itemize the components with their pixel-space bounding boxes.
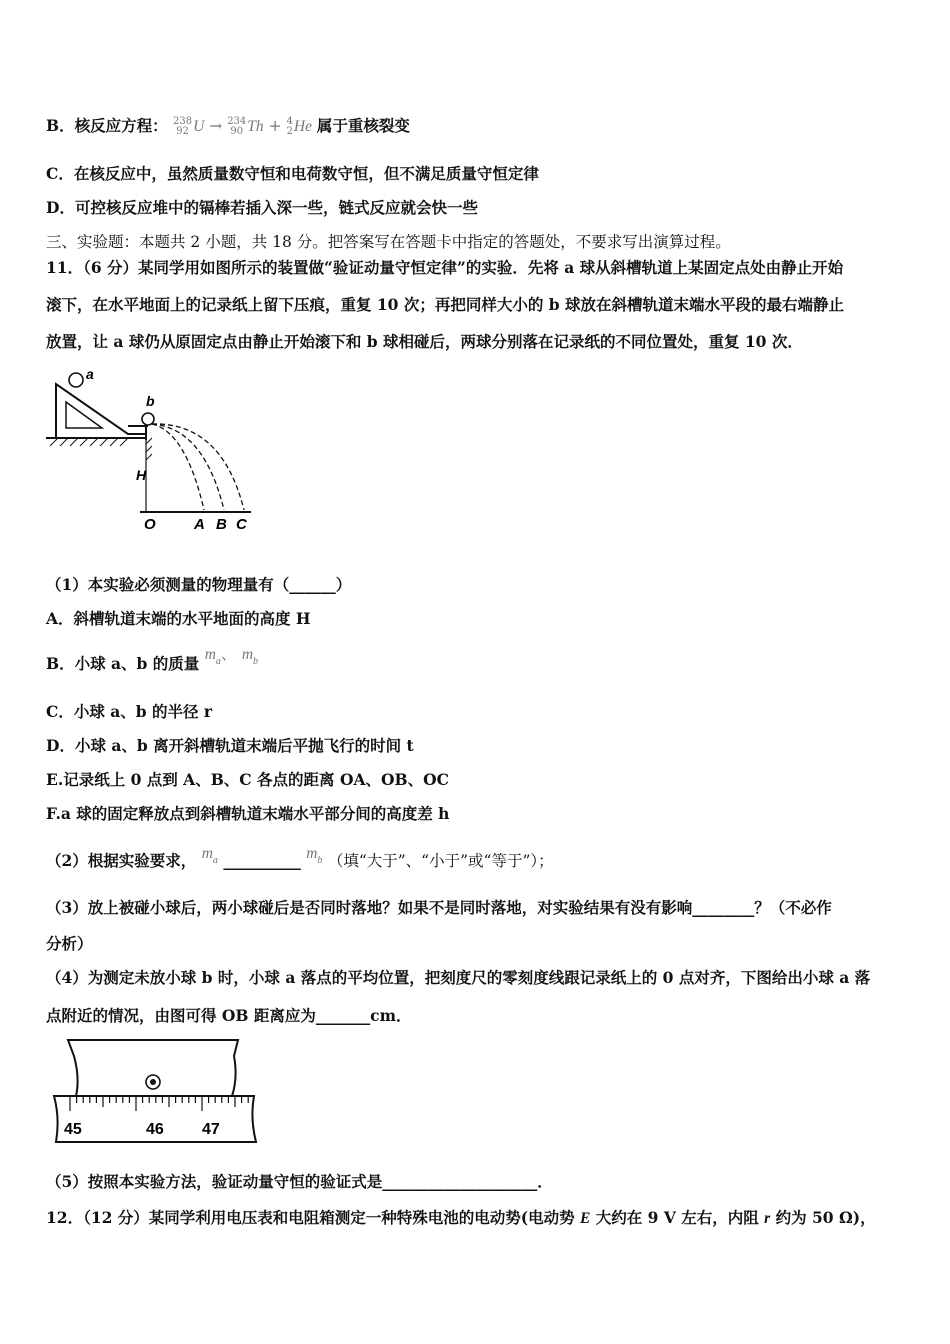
ball-a <box>69 373 83 387</box>
point-b-label: B <box>216 516 227 533</box>
ball-b <box>142 413 154 425</box>
ruler-label-45: 45 <box>64 1121 82 1138</box>
he-symbol: He <box>293 118 312 135</box>
resistance-symbol: r <box>764 1210 771 1227</box>
mass-a-symbol: m <box>204 646 216 663</box>
q11-stem-line2: 滚下，在水平地面上的记录纸上留下压痕，重复 10 次；再把同样大小的 b 球放在斜槽轨道末端水平段的最右端静止 <box>46 295 844 314</box>
point-a-label: A <box>194 516 205 533</box>
q11-option-c: C．小球 a、b 的半径 r <box>46 702 213 721</box>
part2-mass-a-subscript: a <box>212 855 218 866</box>
mass-b-symbol: m <box>241 646 254 663</box>
part2-mass-b-subscript: b <box>317 855 323 866</box>
q11-part4-line2: 点附近的情况，由图可得 OB 距离应为_______cm． <box>46 1006 412 1025</box>
q11-part1: （1）本实验必须测量的物理量有（______） <box>46 575 352 594</box>
ball-a-label: a <box>86 366 94 382</box>
separator: 、 <box>220 645 237 663</box>
ruler-label-47: 47 <box>202 1121 220 1138</box>
q12-stem <box>46 1206 876 1228</box>
q11-option-f: F.a 球的固定释放点到斜槽轨道末端水平部分间的高度差 h <box>46 804 450 823</box>
th-atomic-number: 90 <box>230 126 244 137</box>
q11-part3-line2: 分析） <box>46 934 93 953</box>
point-c-label: C <box>236 516 247 533</box>
u-atomic-number: 92 <box>176 126 189 137</box>
q10-option-b-prefix: B．核反应方程： <box>46 116 168 135</box>
arrow: → <box>209 117 223 135</box>
he-mass-number: 4 <box>286 116 293 127</box>
q11-stem-line3: 放置，让 a 球仍从原固定点由静止开始滚下和 b 球相碰后，两球分别落在记录纸的不同位置处，重复 10 次． <box>46 332 803 351</box>
part2-mass-b: m <box>306 845 318 862</box>
q12-stem-suffix: 约为 50 Ω)， <box>770 1208 876 1227</box>
ball-b-label: b <box>146 393 155 409</box>
q11-part2-suffix: （填“大于”、“小于”或“等于”）； <box>327 852 554 870</box>
q12-stem-prefix: 12．（12 分）某同学利用电压表和电阻箱测定一种特殊电池的电动势(电动势 <box>46 1208 581 1227</box>
height-label: H <box>136 467 147 483</box>
nuclear-equation <box>173 117 317 135</box>
q11-part3-line1: （3）放上被碰小球后，两小球碰后是否同时落地？如果不是同时落地，对实验结果有没有影响________？（不必作 <box>46 898 832 917</box>
he-atomic-number: 2 <box>286 126 293 137</box>
point-o-label: O <box>144 516 156 533</box>
u-symbol: U <box>193 118 205 135</box>
section3-title: 三、实验题：本题共 2 小题，共 18 分。把答案写在答题卡中指定的答题处，不要求写出演算过程。 <box>46 233 731 251</box>
q10-option-c: C．在核反应中，虽然质量数守恒和电荷数守恒，但不满足质量守恒定律 <box>46 164 539 183</box>
q10-option-b <box>46 114 410 137</box>
q11-option-a: A．斜槽轨道末端的水平地面的高度 H <box>46 609 311 628</box>
q11-part4-line1: （4）为测定未放小球 b 时，小球 a 落点的平均位置，把刻度尺的零刻度线跟记录纸上的 0 点对齐，下图给出小球 a 落 <box>46 968 871 987</box>
u-mass-number: 238 <box>173 116 193 127</box>
part2-mass-a: m <box>201 845 213 862</box>
emf-symbol: E <box>580 1210 591 1227</box>
q11-part5: （5）按照本实验方法，验证动量守恒的验证式是____________________． <box>46 1172 553 1191</box>
ruler-label-46: 46 <box>146 1121 164 1138</box>
apparatus-figure <box>46 362 266 534</box>
q11-part2 <box>46 845 554 871</box>
q10-option-b-suffix: 属于重核裂变 <box>316 116 410 135</box>
q11-option-e: E.记录纸上 0 点到 A、B、C 各点的距离 OA、OB、OC <box>46 770 449 789</box>
q10-option-d: D．可控核反应堆中的镉棒若插入深一些，链式反应就会快一些 <box>46 198 478 217</box>
plus-sign: + <box>268 117 282 135</box>
mass-b-subscript: b <box>253 656 259 667</box>
q11-part2-prefix: （2）根据实验要求， <box>46 851 197 870</box>
mass-a-subscript: a <box>215 656 221 667</box>
answer-blank[interactable]: __________ <box>223 851 301 870</box>
q11-option-d: D．小球 a、b 离开斜槽轨道末端后平抛飞行的时间 t <box>46 736 414 755</box>
ruler-figure <box>50 1038 260 1146</box>
q12-stem-mid: 大约在 9 V 左右，内阻 <box>590 1208 765 1227</box>
q11-option-b <box>46 645 259 674</box>
q11-stem-line1: 11．（6 分）某同学用如图所示的装置做“验证动量守恒定律”的实验．先将 a 球从斜槽轨道上某固定点处由静止开始 <box>46 258 844 277</box>
th-mass-number: 234 <box>227 116 247 127</box>
q11-option-b-text: B．小球 a、b 的质量 <box>46 654 200 673</box>
th-symbol: Th <box>247 118 264 135</box>
